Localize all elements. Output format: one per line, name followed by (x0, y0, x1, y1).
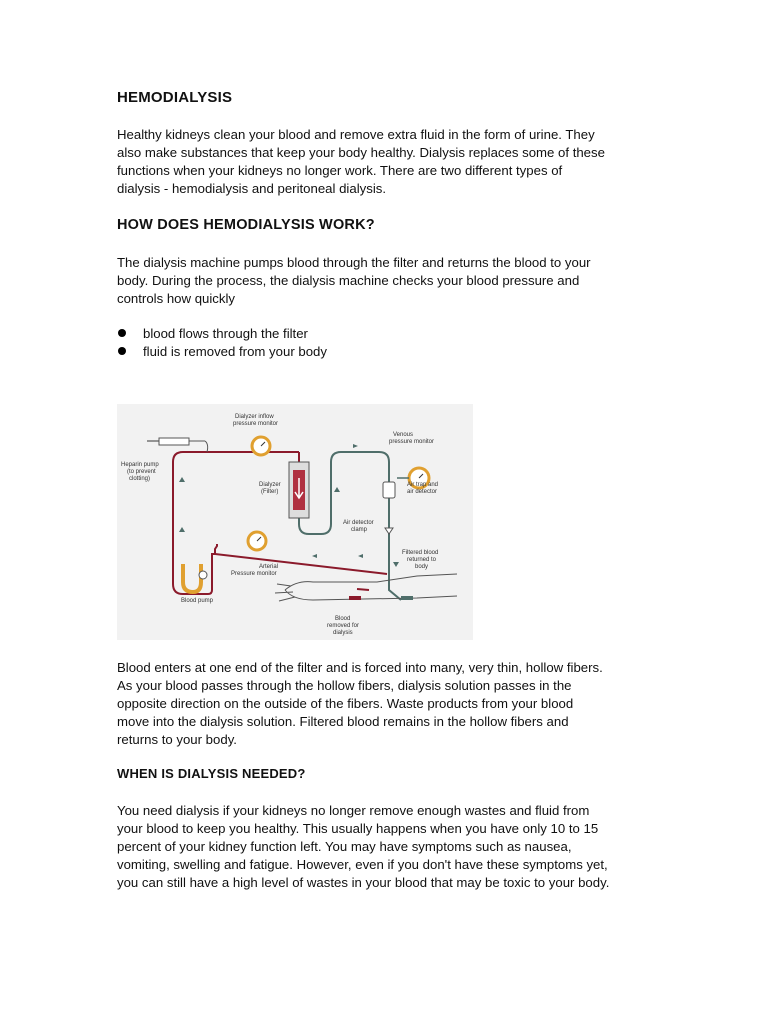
filtered-blood-label: Filtered blood (402, 550, 439, 556)
bullet-text: fluid is removed from your body (143, 344, 327, 359)
intro-line: also make substances that keep your body healthy. Dialysis replaces some of these (117, 144, 605, 160)
paragraph-line: vomiting, swelling and fatigue. However, even if you don't have these symptoms yet, (117, 856, 608, 872)
venous-needle-icon (401, 596, 413, 600)
when-needed-paragraph (117, 802, 677, 892)
arterial-needle-icon (349, 596, 361, 600)
venous-monitor-label: pressure monitor (389, 439, 435, 445)
heparin-pump-label: (to prevent (127, 469, 156, 475)
blood-removed-label: dialysis (333, 630, 353, 636)
hemodialysis-diagram (117, 404, 473, 640)
paragraph-line: body. During the process, the dialysis machine checks your blood pressure and (117, 272, 580, 288)
air-trap-label: air detector (407, 489, 438, 495)
air-clamp-label: clamp (351, 527, 368, 533)
intro-line: Healthy kidneys clean your blood and remove extra fluid in the form of urine. They (117, 127, 595, 142)
blood-removed-label: Blood (335, 616, 351, 622)
blood-removed-line (357, 589, 369, 590)
how-it-works-paragraph (117, 254, 677, 308)
filtered-blood-label: returned to (407, 557, 437, 563)
filter-explanation-paragraph (117, 659, 677, 749)
inflow-monitor-label: pressure monitor (233, 421, 279, 427)
paragraph-line: controls how quickly (117, 290, 236, 306)
paragraph-line: You need dialysis if your kidneys no longer remove enough wastes and fluid from (117, 803, 590, 818)
paragraph-line: returns to your body. (117, 731, 237, 747)
intro-line: dialysis - hemodialysis and peritoneal dialysis. (117, 180, 387, 196)
paragraph-line: move into the dialysis solution. Filtered blood remains in the hollow fibers and (117, 713, 569, 729)
air-trap-icon (383, 482, 395, 498)
blood-removed-label: removed for (327, 623, 360, 629)
paragraph-line: opposite direction on the outside of the fibers. Waste products from your blood (117, 695, 574, 711)
dialyzer-label: Dialyzer (259, 482, 281, 488)
heparin-pump-label: clotting) (129, 476, 151, 482)
inflow-monitor-label: Dialyzer inflow (235, 414, 274, 420)
bullet-text: blood flows through the filter (143, 326, 308, 341)
section-heading-how-it-works: HOW DOES HEMODIALYSIS WORK? (117, 217, 375, 233)
bullet-dot-icon (118, 329, 126, 337)
document-title: HEMODIALYSIS (117, 89, 233, 106)
bullet-item (117, 325, 327, 343)
blood-pump-label: Blood pump (181, 598, 214, 604)
intro-line: functions when your kidneys no longer work. There are two different types of (117, 162, 563, 178)
paragraph-line: Blood enters at one end of the filter and is forced into many, very thin, hollow fibers. (117, 660, 603, 675)
air-trap-label: Air trap and (407, 482, 439, 488)
bullet-dot-icon (118, 347, 126, 355)
paragraph-line: you can still have a high level of wastes in your blood that may be toxic to your body. (117, 874, 610, 890)
paragraph-line: The dialysis machine pumps blood through the filter and returns the blood to your (117, 255, 591, 270)
filtered-blood-label: body (415, 564, 429, 570)
heparin-syringe-icon (159, 438, 189, 445)
blood-pump-roller (199, 571, 207, 579)
section-heading-when-needed: WHEN IS DIALYSIS NEEDED? (117, 766, 306, 781)
bullet-list (117, 325, 327, 361)
air-clamp-label: Air detector (343, 520, 374, 526)
paragraph-line: As your blood passes through the hollow fibers, dialysis solution passes in the (117, 677, 572, 693)
paragraph-line: percent of your kidney function left. You may have symptoms such as nausea, (117, 838, 572, 854)
arterial-monitor-label: Arterial (259, 564, 279, 570)
hemodialysis-diagram-svg (117, 404, 473, 640)
dialyzer-label: (Filter) (261, 489, 279, 495)
bullet-item (117, 343, 327, 361)
intro-paragraph (117, 126, 677, 198)
arterial-monitor-label: Pressure monitor (231, 571, 277, 577)
paragraph-line: your blood to keep you healthy. This usually happens when you have only 10 to 15 (117, 820, 599, 836)
venous-monitor-label: Venous (393, 432, 414, 438)
heparin-pump-label: Heparin pump (121, 462, 159, 468)
